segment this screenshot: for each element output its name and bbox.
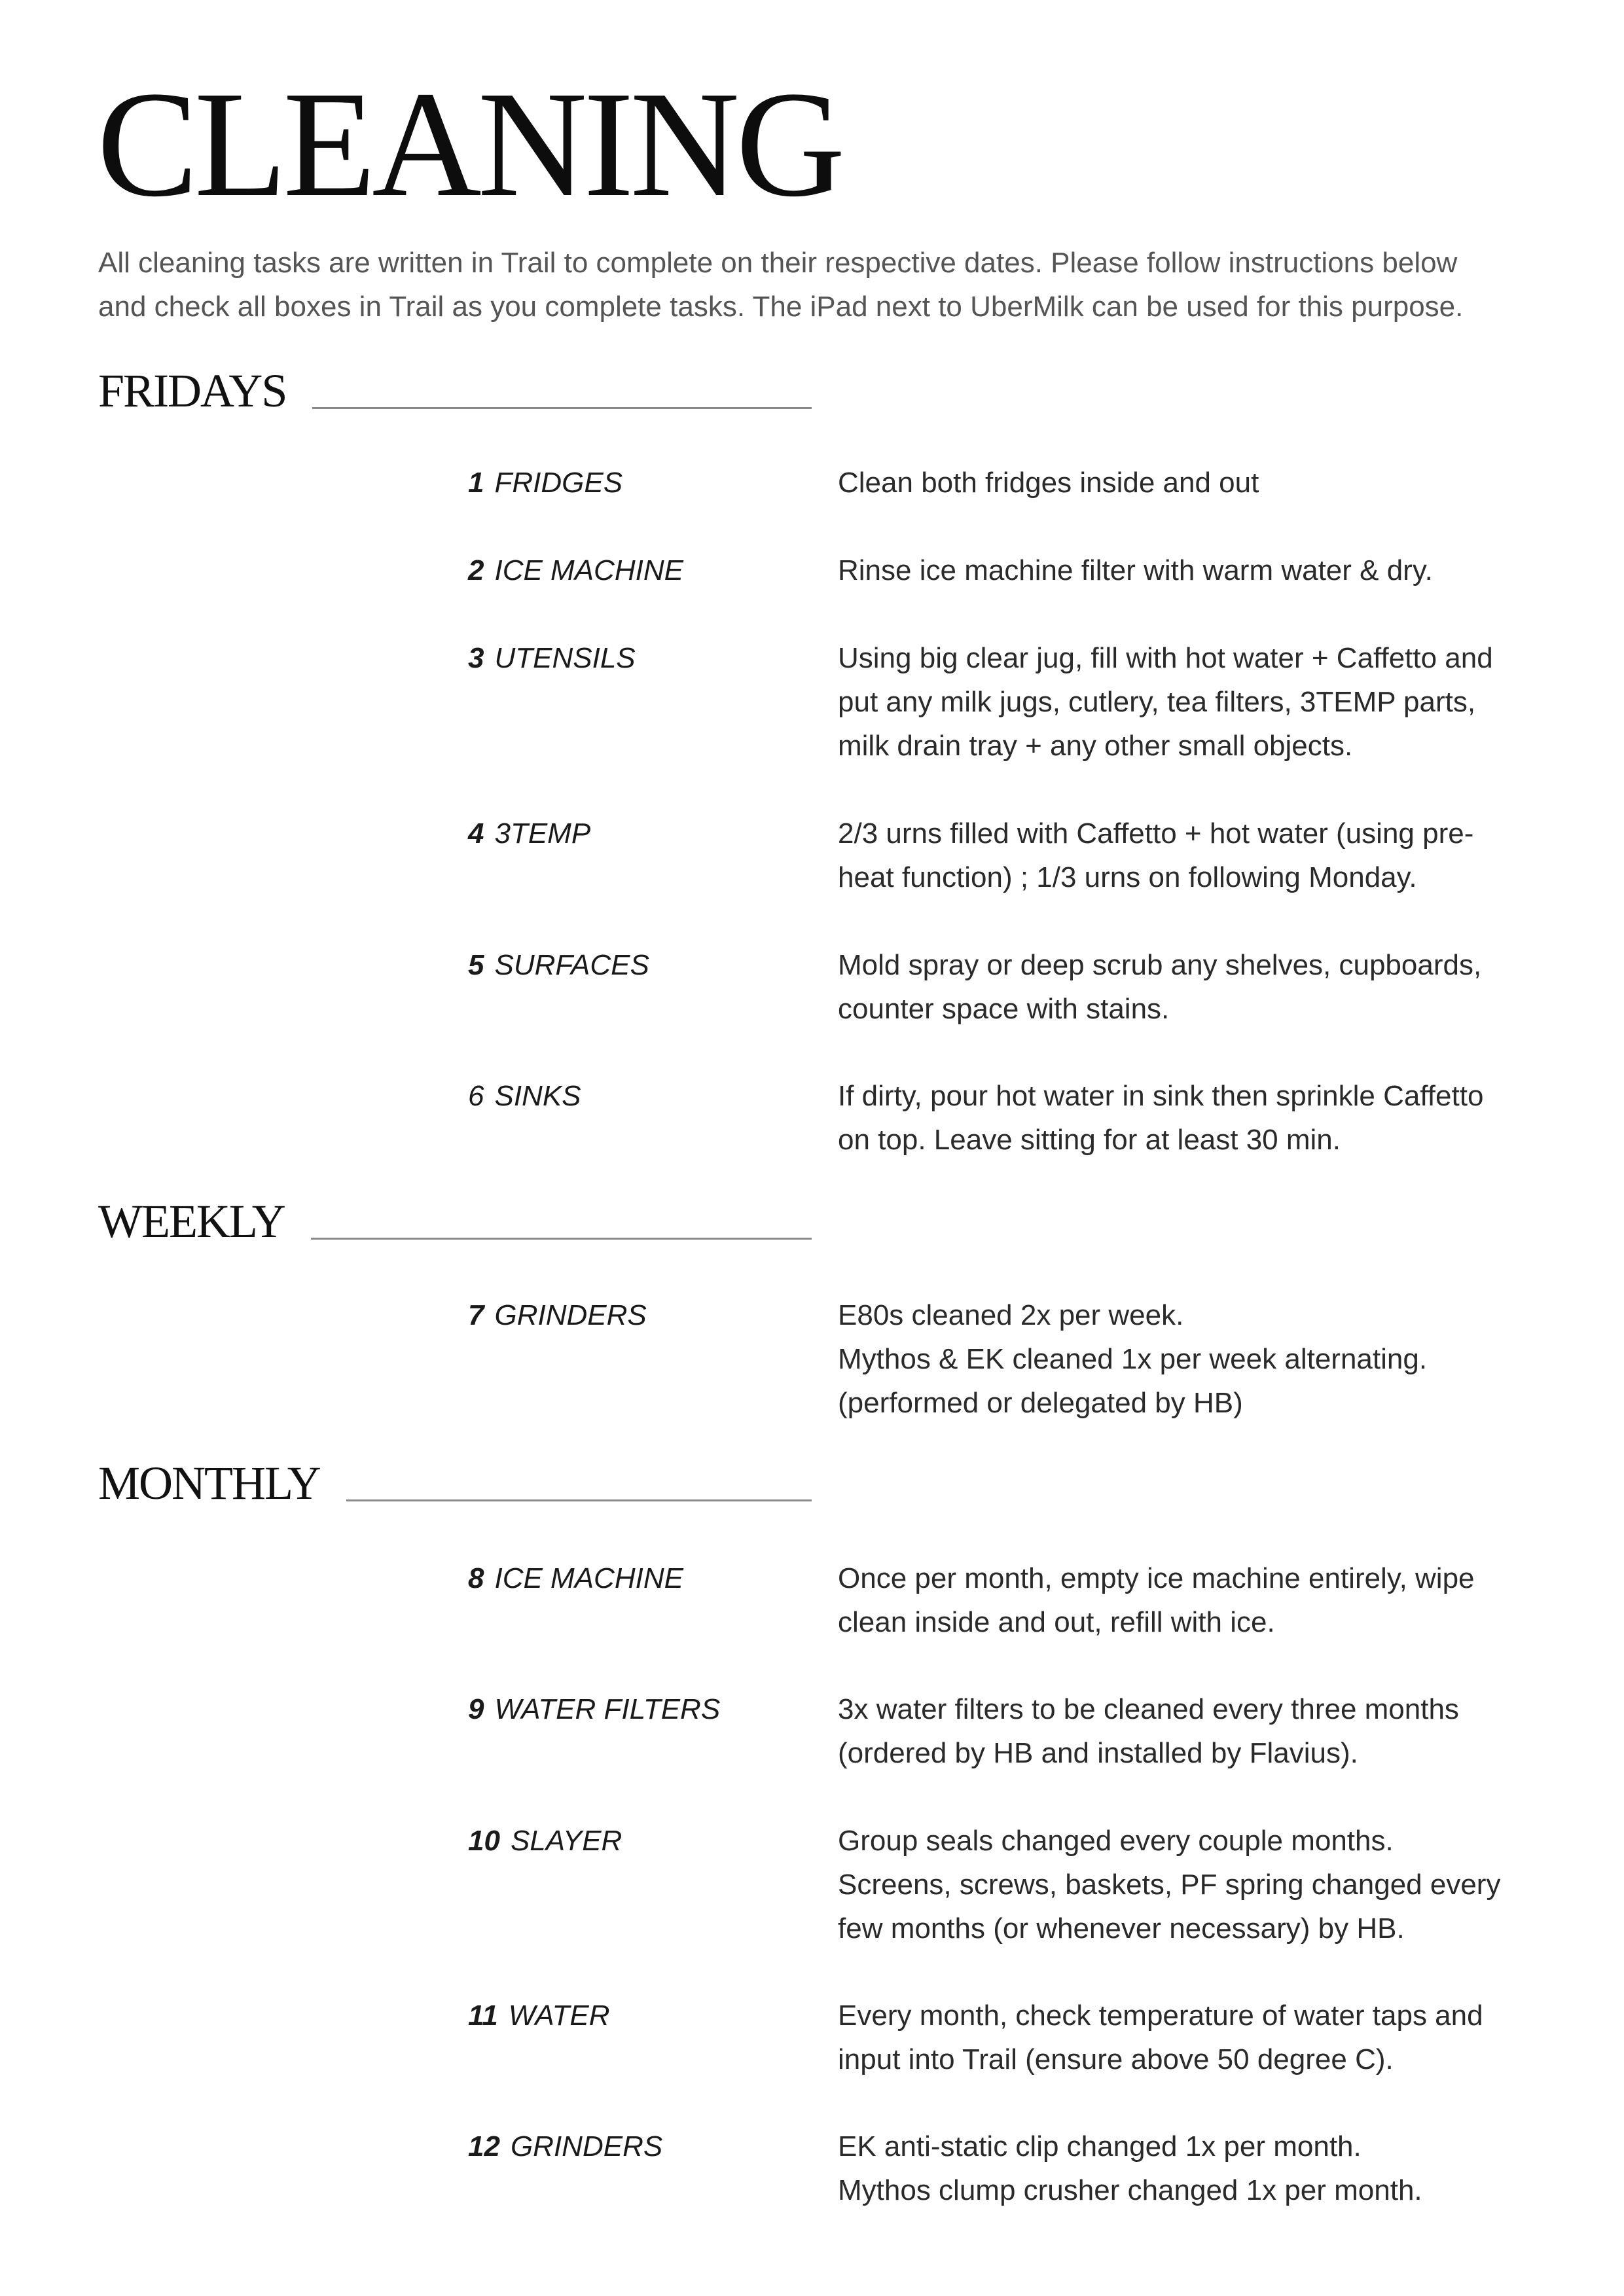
task-number: 1 — [468, 467, 484, 499]
task-label — [468, 1293, 838, 1425]
task-name: WATER — [508, 2000, 610, 2032]
task-description — [838, 2125, 1542, 2212]
task-item — [468, 461, 1542, 505]
task-description-line: (ordered by HB and installed by Flavius). — [838, 1737, 1358, 1769]
task-name: GRINDERS — [510, 2130, 663, 2162]
task-label — [468, 548, 838, 592]
section-title: MONTHLY — [98, 1457, 320, 1509]
task-description — [838, 636, 1542, 768]
task-number: 10 — [468, 1825, 500, 1857]
task-name: SLAYER — [510, 1825, 623, 1857]
task-description-line: milk drain tray + any other small objects. — [838, 730, 1353, 762]
task-label — [468, 1687, 838, 1775]
task-description-line: Every month, check temperature of water taps and — [838, 2000, 1483, 2032]
task-number: 9 — [468, 1693, 484, 1725]
task-name: SURFACES — [494, 949, 649, 981]
task-description-line: input into Trail (ensure above 50 degree C). — [838, 2043, 1394, 2075]
task-description-line: (performed or delegated by HB) — [838, 1387, 1243, 1419]
task-description-line: Clean both fridges inside and out — [838, 467, 1259, 499]
task-item — [468, 1819, 1542, 1950]
section-header-monthly — [98, 1454, 812, 1507]
task-description-line: counter space with stains. — [838, 993, 1170, 1025]
task-number: 2 — [468, 554, 484, 586]
task-item — [468, 812, 1542, 899]
task-item — [468, 1556, 1542, 1644]
task-description-line: on top. Leave sitting for at least 30 min. — [838, 1124, 1341, 1156]
task-description-line: heat function) ; 1/3 urns on following Monday. — [838, 861, 1417, 893]
task-label — [468, 636, 838, 768]
task-label — [468, 812, 838, 899]
page-title: CLEANING — [97, 60, 842, 228]
task-item — [468, 1293, 1542, 1425]
task-description-line: few months (or whenever necessary) by HB. — [838, 1912, 1405, 1945]
task-item — [468, 636, 1542, 768]
task-name: GRINDERS — [494, 1299, 647, 1331]
task-description-line: 3x water filters to be cleaned every three months — [838, 1693, 1459, 1725]
task-label — [468, 1556, 838, 1644]
task-number: 6 — [468, 1080, 484, 1112]
section-header-fridays — [98, 362, 812, 417]
task-name: ICE MACHINE — [494, 1562, 683, 1594]
section-divider — [311, 1238, 812, 1240]
task-number: 8 — [468, 1562, 484, 1594]
task-name: WATER FILTERS — [494, 1693, 721, 1725]
task-item — [468, 548, 1542, 592]
task-label — [468, 461, 838, 505]
task-description-line: Mythos clump crusher changed 1x per month. — [838, 2174, 1422, 2206]
task-item — [468, 1074, 1542, 1162]
intro-line: All cleaning tasks are written in Trail to complete on their respective dates. Please follow instructions below — [98, 247, 1458, 279]
task-description-line: put any milk jugs, cutlery, tea filters, 3TEMP parts, — [838, 686, 1476, 718]
task-item — [468, 2125, 1542, 2212]
task-number: 12 — [468, 2130, 500, 2162]
task-description-line: Once per month, empty ice machine entirely, wipe — [838, 1562, 1475, 1594]
intro-paragraph — [98, 241, 1538, 329]
task-description-line: Group seals changed every couple months. — [838, 1825, 1394, 1857]
task-name: UTENSILS — [494, 642, 636, 674]
task-description-line: EK anti-static clip changed 1x per month. — [838, 2130, 1362, 2162]
task-description — [838, 812, 1542, 899]
task-description-line: If dirty, pour hot water in sink then sprinkle Caffetto — [838, 1080, 1484, 1112]
task-description-line: Using big clear jug, fill with hot water + Caffetto and — [838, 642, 1493, 674]
task-description-line: Rinse ice machine filter with warm water & dry. — [838, 554, 1433, 586]
task-number: 7 — [468, 1299, 484, 1331]
task-description — [838, 1994, 1542, 2081]
section-divider — [346, 1499, 812, 1501]
section-divider — [312, 407, 812, 409]
task-item — [468, 1994, 1542, 2081]
task-name: SINKS — [494, 1080, 581, 1112]
task-item — [468, 1687, 1542, 1775]
task-description — [838, 1293, 1542, 1425]
task-label — [468, 1994, 838, 2081]
task-item — [468, 943, 1542, 1031]
task-description-line: Mythos & EK cleaned 1x per week alternating. — [838, 1343, 1428, 1375]
task-description-line: clean inside and out, refill with ice. — [838, 1606, 1275, 1638]
task-name: ICE MACHINE — [494, 554, 683, 586]
task-number: 5 — [468, 949, 484, 981]
task-description — [838, 461, 1542, 505]
task-description — [838, 1074, 1542, 1162]
task-description-line: Mold spray or deep scrub any shelves, cupboards, — [838, 949, 1482, 981]
task-number: 4 — [468, 817, 484, 850]
section-header-weekly — [98, 1193, 812, 1245]
task-description-line: 2/3 urns filled with Caffetto + hot water (using pre- — [838, 817, 1474, 850]
task-label — [468, 1074, 838, 1162]
task-description-line: E80s cleaned 2x per week. — [838, 1299, 1184, 1331]
task-description-line: Screens, screws, baskets, PF spring changed every — [838, 1869, 1501, 1901]
task-description — [838, 548, 1542, 592]
section-title: FRIDAYS — [98, 365, 287, 417]
task-name: 3TEMP — [494, 817, 591, 850]
task-label — [468, 2125, 838, 2212]
section-title: WEEKLY — [98, 1195, 285, 1247]
task-label — [468, 1819, 838, 1950]
task-description — [838, 1687, 1542, 1775]
task-description — [838, 1819, 1542, 1950]
task-number: 3 — [468, 642, 484, 674]
task-description — [838, 1556, 1542, 1644]
task-label — [468, 943, 838, 1031]
task-number: 11 — [468, 2000, 498, 2032]
task-description — [838, 943, 1542, 1031]
intro-line: and check all boxes in Trail as you complete tasks. The iPad next to UberMilk can be used for this purpose. — [98, 291, 1464, 323]
task-name: FRIDGES — [494, 467, 623, 499]
